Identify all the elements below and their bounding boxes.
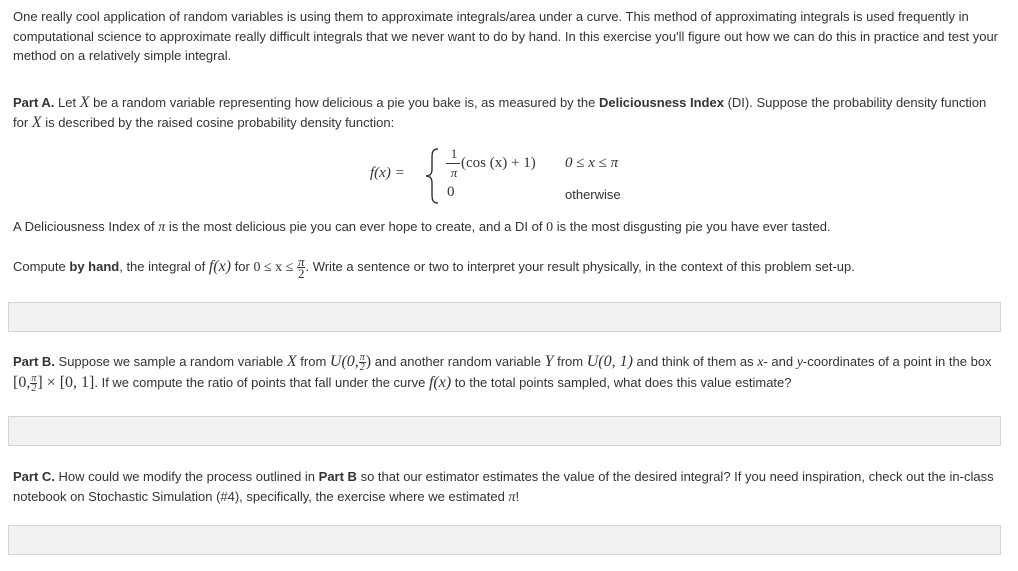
- part-b-text: and think of them as: [632, 354, 758, 369]
- part-b-text: - and: [763, 354, 797, 369]
- frac-num: π: [297, 254, 305, 269]
- var-y: Y: [544, 353, 554, 370]
- zero-value: 0: [546, 220, 554, 235]
- var-x: X: [79, 94, 90, 111]
- frac-den: 2: [31, 382, 37, 394]
- equation-case1-expr: (cos (x) + 1): [461, 155, 536, 171]
- compute-text: , the integral of: [119, 258, 209, 274]
- part-a-text: Let: [54, 95, 80, 110]
- pi-symbol: π: [158, 220, 166, 235]
- di-text: is the most disgusting pie you have ever tasted.: [553, 219, 831, 234]
- part-c-text: !: [515, 488, 520, 504]
- part-c-text: so that our estimator estimates the value of the desired integral? If you need inspiration, check out the in-class notebook on Stochastic Simulation (#4), specifically, the exercise where we estimated: [13, 469, 994, 504]
- part-b-text: from: [553, 354, 587, 369]
- fx-symbol: f(x): [208, 257, 232, 275]
- part-b-text: -coordinates of a point in the box: [802, 354, 992, 369]
- equation-brace: [424, 147, 442, 205]
- part-c-prompt: [13, 467, 998, 507]
- uniform-dist-x: U(0,: [329, 353, 359, 370]
- equation-lhs: f(x) =: [370, 165, 405, 181]
- part-c-answer-box[interactable]: [8, 525, 1001, 555]
- part-b-text: to the total points sampled, what does this value estimate?: [451, 374, 792, 390]
- frac-den: 2: [297, 266, 305, 281]
- compute-instruction: [13, 256, 998, 279]
- equation-case2-expr: 0: [447, 184, 455, 200]
- part-b-text: . If we compute the ratio of points that fall under the curve: [94, 374, 429, 390]
- intro-paragraph: [13, 7, 998, 66]
- intro-text: One really cool application of random variables is using them to approximate integrals/area under a curve. This method of approximating integrals is used frequently in computational science to approximate really difficult integrals that we never want to do by hand. In this exercise you'll figure out how we can do this in practice and test your method on a relatively simple integral.: [13, 9, 998, 63]
- equation-frac-bar: [446, 163, 460, 164]
- frac-num: π: [31, 372, 37, 384]
- di-text: A Deliciousness Index of: [13, 219, 159, 234]
- uniform-dist-y: U(0, 1): [586, 353, 633, 370]
- box-expr: [0,: [13, 373, 31, 391]
- part-b-text: Suppose we sample a random variable: [54, 354, 287, 369]
- range-expr: 0 ≤ x ≤: [253, 259, 294, 275]
- frac-den: 2: [359, 362, 365, 374]
- compute-text: . Write a sentence or two to interpret your result physically, in the context of this problem set-up.: [305, 258, 855, 274]
- y-coord: y: [796, 355, 803, 370]
- part-b-text: and another random variable: [371, 354, 545, 369]
- frac-num: π: [359, 352, 365, 364]
- di-description: [13, 217, 998, 238]
- part-b-text: from: [296, 354, 330, 369]
- box-expr: ] × [0, 1]: [37, 373, 95, 391]
- uniform-dist-x-close: ): [365, 353, 372, 370]
- fx-symbol: f(x): [428, 373, 452, 391]
- part-a-text: (DI). Suppose the probability density function for: [13, 95, 987, 130]
- equation-frac-num: 1: [450, 146, 458, 161]
- part-a-text: be a random variable representing how delicious a pie you bake is, as measured by the: [89, 95, 599, 110]
- var-x: X: [31, 113, 42, 131]
- equation-case2-cond: otherwise: [565, 187, 621, 202]
- part-b-prompt: [13, 352, 998, 393]
- equation-frac-den: π: [450, 165, 458, 180]
- di-text: is the most delicious pie you can ever hope to create, and a DI of: [165, 219, 547, 234]
- part-c-text: How could we modify the process outlined in: [54, 469, 319, 484]
- var-x: X: [286, 353, 297, 370]
- part-a-text: is described by the raised cosine probability density function:: [41, 114, 395, 130]
- deliciousness-index-term: Deliciousness Index: [598, 95, 724, 110]
- part-b-label: Part B.: [13, 354, 55, 369]
- equation-case1-cond: 0 ≤ x ≤ π: [565, 155, 619, 171]
- part-a-label: Part A.: [13, 95, 55, 110]
- x-coord: x: [757, 355, 764, 370]
- compute-text: for: [231, 258, 254, 274]
- part-c-label: Part C.: [13, 469, 55, 484]
- pi-symbol: π: [508, 489, 516, 505]
- compute-text: Compute: [13, 258, 70, 274]
- part-b-answer-box[interactable]: [8, 416, 1001, 446]
- part-a-answer-box[interactable]: [8, 302, 1001, 332]
- part-a-prompt: [13, 93, 998, 132]
- by-hand-emphasis: by hand: [69, 258, 120, 274]
- part-b-reference: Part B: [318, 469, 357, 484]
- pi-over-2-frac: [359, 353, 366, 372]
